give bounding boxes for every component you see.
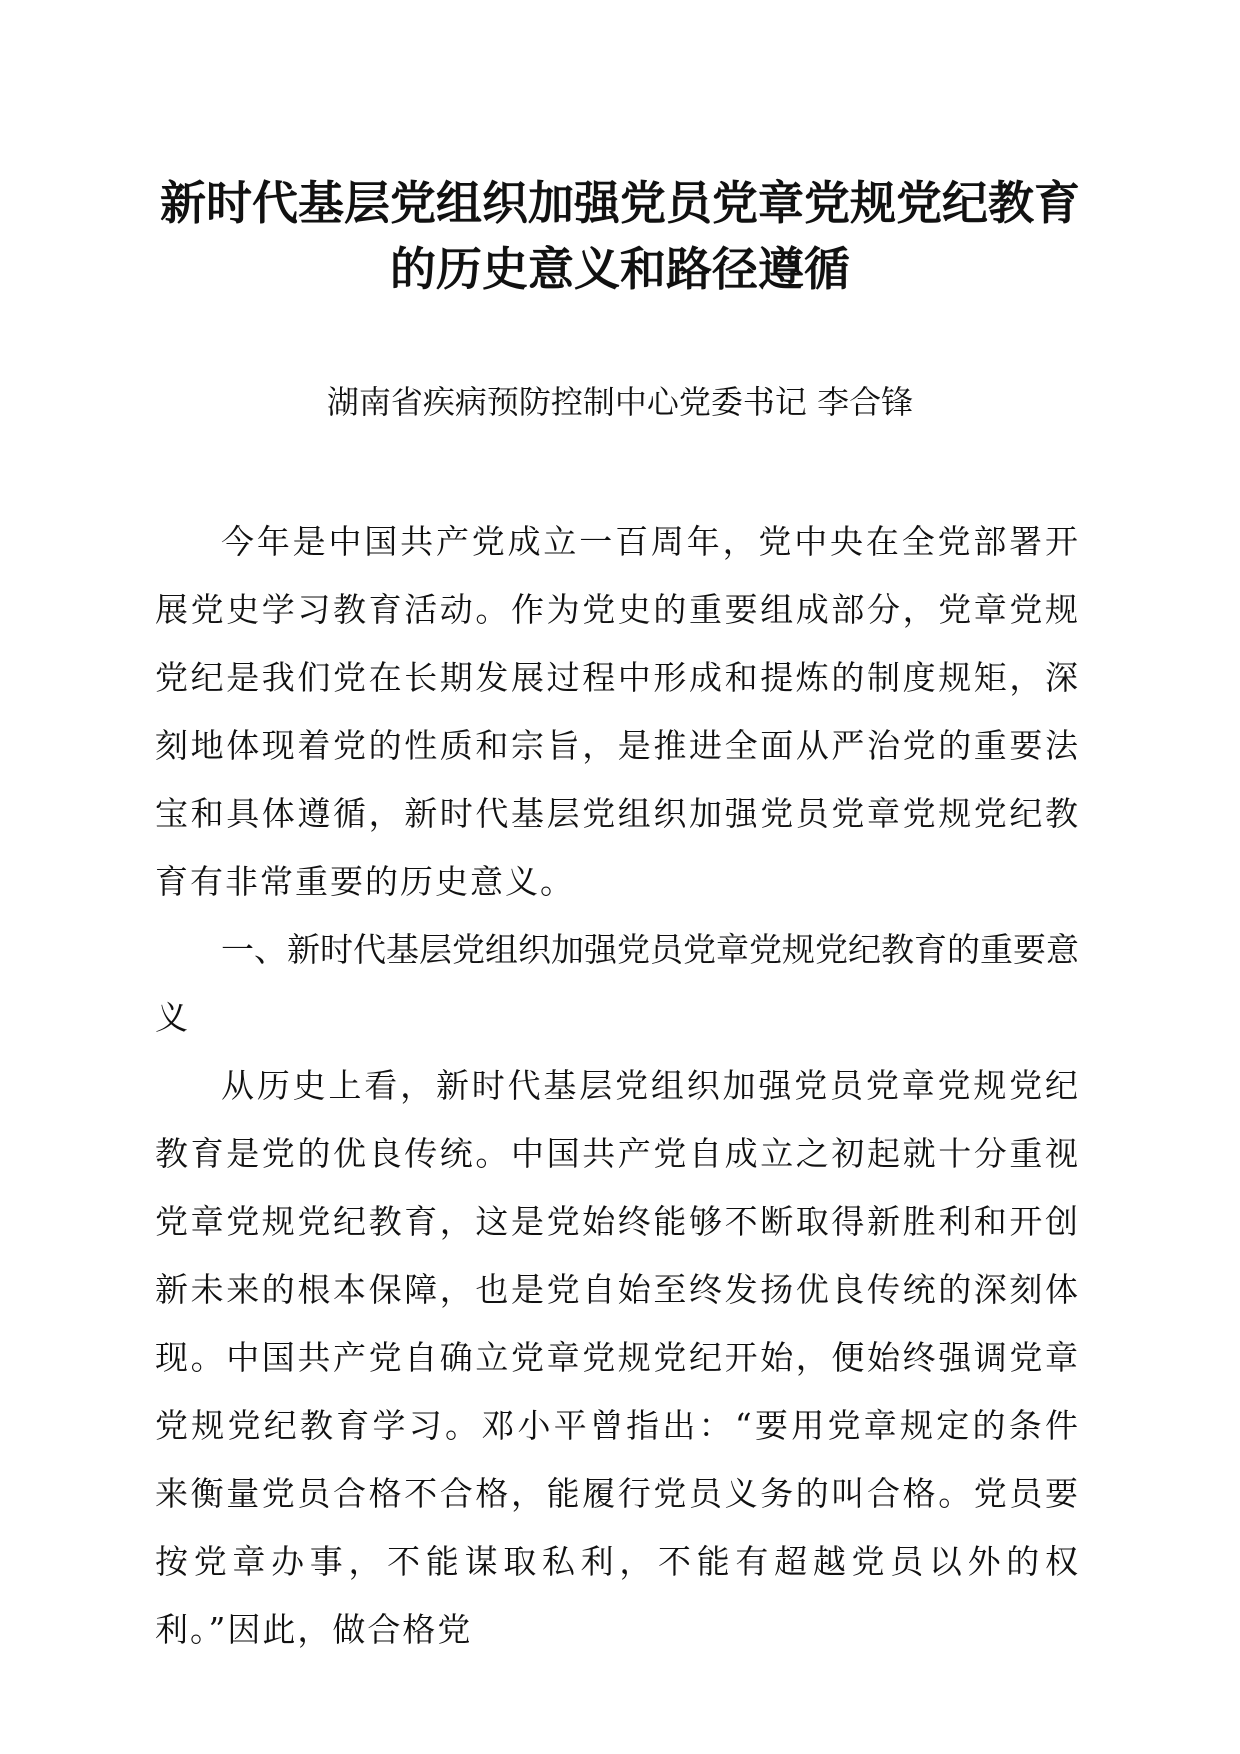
- author-line: 湖南省疾病预防控制中心党委书记 李合锋: [326, 383, 914, 421]
- title-line-2: 的历史意义和路径遵循: [390, 242, 850, 296]
- paragraph-history: 从历史上看，新时代基层党组织加强党员党章党规党纪教育是党的优良传统。中国共产党自成立之初起就十分重视党章党规党纪教育，这是党始终能够不断取得新胜利和开创新未来的根本保障，也是党自始至终发扬优良传统的深刻体现。中国共产党自确立党章党规党纪开始，便始终强调党章党规党纪教育学习。邓小平曾指出：“要用党章规定的条件来衡量党员合格不合格，能履行党员义务的叫合格。党员要按党章办事，不能谋取私利，不能有超越党员以外的权利。”因此，做合格党: [155, 1066, 1080, 1649]
- title-line-1: 新时代基层党组织加强党员党章党规党纪教育: [160, 176, 1080, 230]
- document-title: [140, 170, 1100, 302]
- document-body: [155, 508, 1080, 1664]
- section-heading-1: 一、新时代基层党组织加强党员党章党规党纪教育的重要意义: [155, 930, 1079, 1037]
- paragraph-intro: 今年是中国共产党成立一百周年，党中央在全党部署开展党史学习教育活动。作为党史的重要组成部分，党章党规党纪是我们党在长期发展过程中形成和提炼的制度规矩，深刻地体现着党的性质和宗旨，是推进全面从严治党的重要法宝和具体遵循，新时代基层党组织加强党员党章党规党纪教育有非常重要的历史意义。: [155, 522, 1080, 901]
